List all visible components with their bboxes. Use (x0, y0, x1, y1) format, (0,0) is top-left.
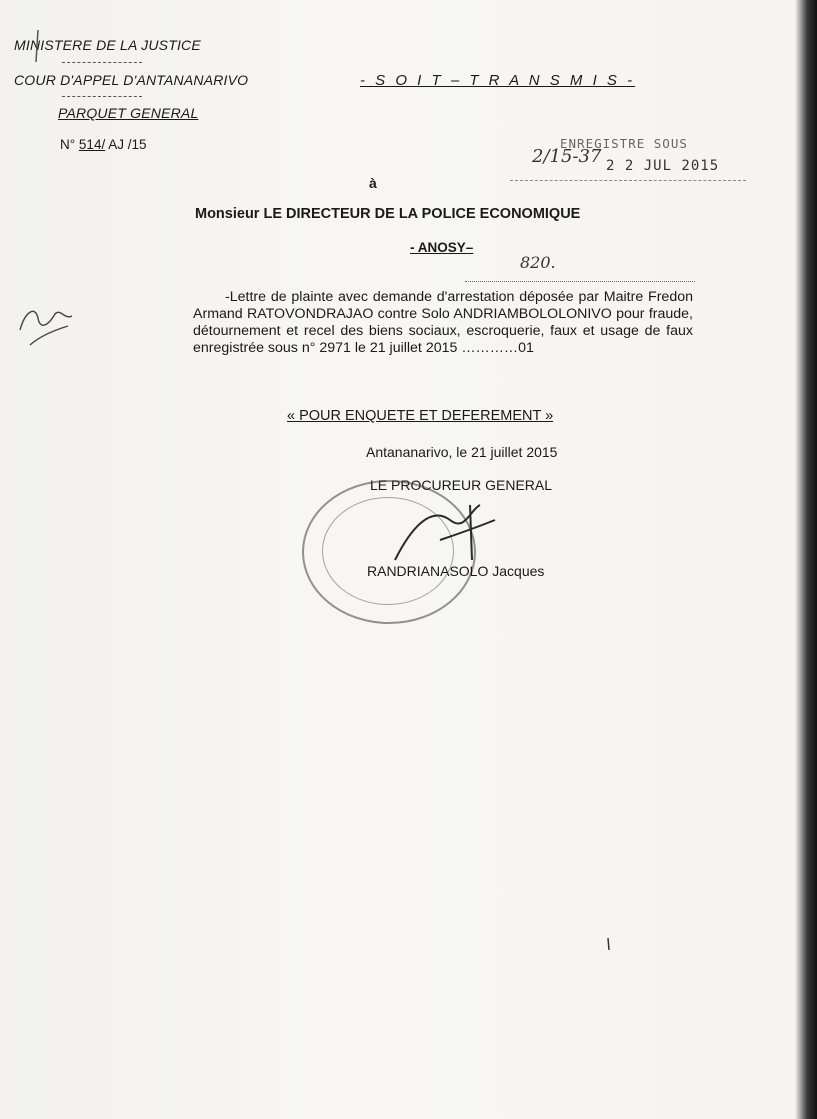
small-tick-mark (608, 938, 609, 950)
office-label: PARQUET GENERAL (58, 105, 199, 121)
court-label: COUR D'APPEL D'ANTANANARIVO (14, 72, 249, 88)
letter-paragraph: -Lettre de plainte avec demande d'arrestation déposée par Maitre Fredon Armand RATOVONDRAJAO contre Solo ANDRIAMBOLOLONIVO pour fraude, détournement et recel des biens sociaux, escroquerie, faux et usage de faux enregistrée sous n° 2971 le 21 juillet 2015 …………01 (193, 289, 693, 356)
ref-prefix: N° (60, 137, 76, 152)
handwritten-number: 820. (520, 253, 556, 272)
stamp-date: 2 2 JUL 2015 (606, 158, 720, 174)
left-edge-mark (36, 30, 38, 62)
addressee-location: - ANOSY– (410, 240, 474, 255)
ministry-label: MINISTERE DE LA JUSTICE (14, 37, 201, 53)
signer-name: RANDRIANASOLO Jacques (367, 563, 545, 579)
document-title: - S O I T – T R A N S M I S - (360, 72, 636, 89)
signature-stroke (395, 505, 495, 560)
margin-initials (20, 311, 72, 345)
stamp-label: ENREGISTRE SOUS (560, 136, 688, 151)
stamp-number: 2/15-37 (532, 146, 602, 167)
to-label: à (369, 175, 377, 191)
ref-number: 514/ (78, 137, 106, 152)
ref-suffix: AJ /15 (108, 137, 147, 152)
signer-title: LE PROCUREUR GENERAL (370, 477, 553, 493)
place-date: Antananarivo, le 21 juillet 2015 (366, 444, 558, 460)
scan-edge-shadow (795, 0, 817, 1119)
addressee: Monsieur LE DIRECTEUR DE LA POLICE ECONOMIQUE (195, 206, 581, 222)
purpose-line: « POUR ENQUETE ET DEFEREMENT » (287, 408, 554, 424)
